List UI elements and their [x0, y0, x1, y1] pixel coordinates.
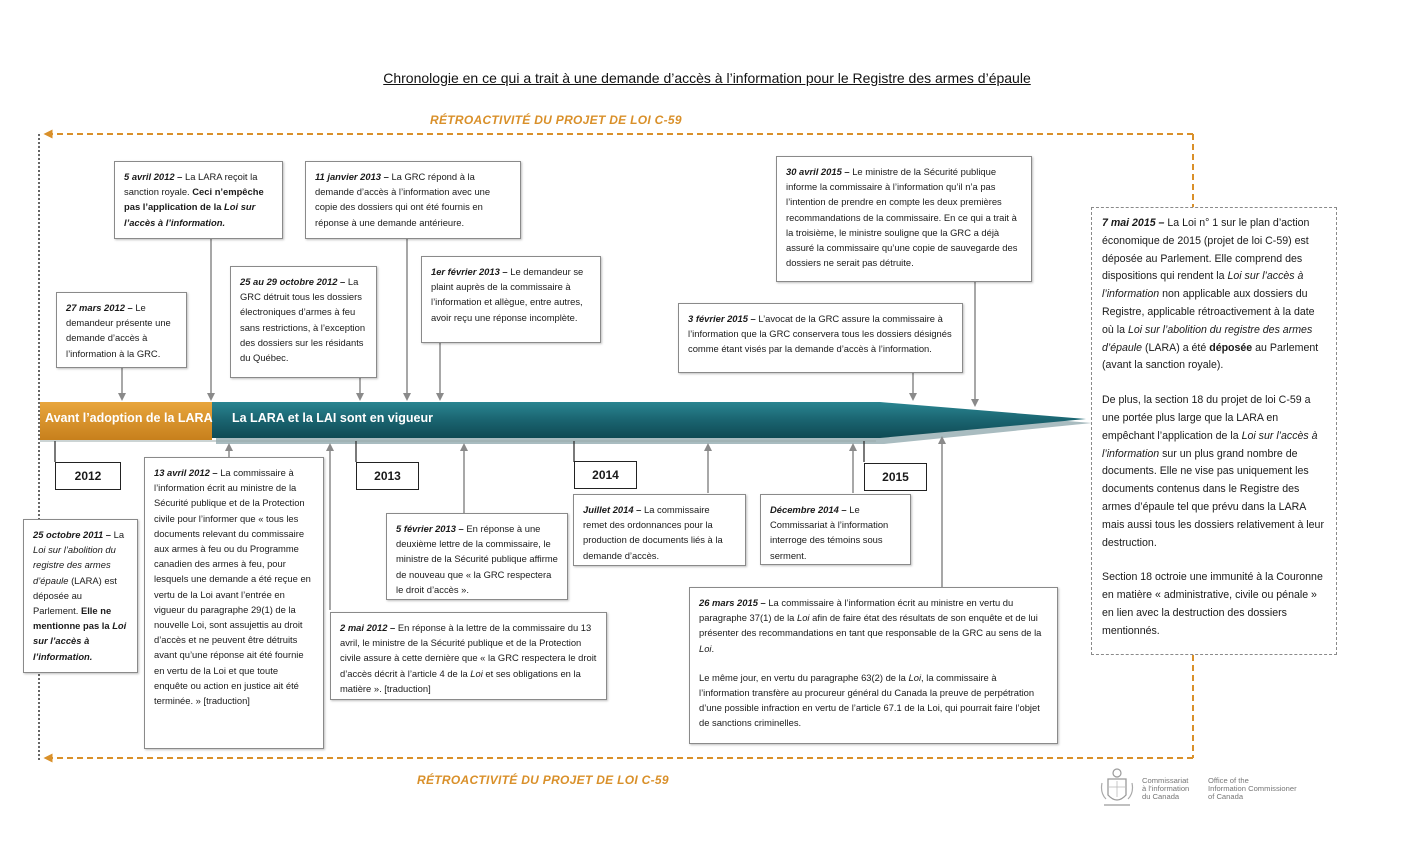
page-title: Chronologie en ce qui a trait à une demande d’accès à l’information pour le Registre des armes d’épaule	[383, 70, 1031, 86]
event-mar2015: 26 mars 2015 – La commissaire à l’information écrit au ministre en vertu du paragraphe 37(1) de la Loi afin de faire état des résultats de son enquête et de lui présenter des recommandations en tant que responsable de la GRC au sens de la Loi. Le même jour, en vertu du paragraphe 63(2) de la Loi, la commissaire à l’information transfère au procureur général du Canada la preuve de perpétration d’une possible infraction en vertu de l’article 67.1 de la Loi, qui pourrait faire l’objet de sanctions criminelles.	[689, 587, 1058, 744]
event-oct2011: 25 octobre 2011 – La Loi sur l’abolition du registre des armes d’épaule (LARA) est déposée au Parlement. Elle ne mentionne pas la Loi sur l’accès à l’information.	[23, 519, 138, 673]
event-feb1-2013: 1er février 2013 – Le demandeur se plaint auprès de la commissaire à l’information et allègue, entre autres, avoir reçu une réponse incomplète.	[421, 256, 601, 343]
event-apr2015: 30 avril 2015 – Le ministre de la Sécurité publique informe la commissaire à l’information qu’il n’a pas l’intention de prendre en compte les deux premières recommandations de la commissaire. En ce qui a trait à la troisième, le ministre souligne que la GRC a déjà assuré la commissaire qu’une copie de sauvegarde des dossiers ne serait pas détruite.	[776, 156, 1032, 282]
event-feb5-2013: 5 février 2013 – En réponse à une deuxième lettre de la commissaire, le ministre de la Sécurité publique affirme de nouveau que « la GRC respectera le droit d’accès ».	[386, 513, 568, 600]
event-oct2012: 25 au 29 octobre 2012 – La GRC détruit tous les dossiers électroniques d’armes à feu sans restrictions, à l’exception des dossiers sur les résidants du Québec.	[230, 266, 377, 378]
coat-of-arms-icon	[1100, 765, 1134, 809]
commissioner-logo	[1100, 765, 1330, 815]
event-jan2013: 11 janvier 2013 – La GRC répond à la demande d’accès à l’information avec une copie des dossiers qui ont été fournis en réponse à une demande antérieure.	[305, 161, 521, 239]
retroactivity-label-bottom: RÉTROACTIVITÉ DU PROJET DE LOI C-59	[417, 773, 669, 787]
event-feb2015: 3 février 2015 – L’avocat de la GRC assure la commissaire à l’information que la GRC conservera tous les dossiers désignés comme étant visés par la demande d’accès à l’information.	[678, 303, 963, 373]
event-apr2012: 5 avril 2012 – La LARA reçoit la sanction royale. Ceci n’empêche pas l’application de la Loi sur l’accès à l’information.	[114, 161, 283, 239]
logo-text-fr: Commissariat à l’information du Canada	[1142, 776, 1190, 801]
event-mar2012: 27 mars 2012 – Le demandeur présente une demande d’accès à l’information à la GRC.	[56, 292, 187, 368]
event-dec2014: Décembre 2014 – Le Commissariat à l’information interroge des témoins sous serment.	[760, 494, 911, 565]
logo-text-en: Office of the Information Commissioner of Canada	[1208, 776, 1297, 801]
year-2015: 2015	[864, 463, 927, 491]
retroactivity-label-top: RÉTROACTIVITÉ DU PROJET DE LOI C-59	[430, 113, 682, 127]
event-may2012: 2 mai 2012 – En réponse à la lettre de la commissaire du 13 avril, le ministre de la Sécurité publique et de la Protection civile assure à cette dernière que « la GRC respectera le droit d’accès décrit à l’article 4 de la Loi et ses obligations en la matière ». [traduction]	[330, 612, 607, 700]
band-label-before: Avant l’adoption de la LARA	[45, 411, 213, 425]
year-2012: 2012	[55, 462, 121, 490]
band-label-after: La LARA et la LAI sont en vigueur	[232, 411, 433, 425]
year-2013: 2013	[356, 462, 419, 490]
event-may2015: 7 mai 2015 – La Loi n° 1 sur le plan d’action économique de 2015 (projet de loi C-59) est déposée au Parlement. Elle comprend des dispositions qui rendent la Loi sur l’accès à l’information non applicable aux dossiers du Registre, applicable rétroactivement à la date où la Loi sur l’abolition du registre des armes d’épaule (LARA) a été déposée au Parlement (avant la sanction royale). De plus, la section 18 du projet de loi C-59 a une portée plus large que la LARA en empêchant l’application de la Loi sur l’accès à l’information sur un plus grand nombre de documents. Elle ne vise pas uniquement les documents contenus dans le Registre des armes d’épaule tel que prévu dans la LARA mais aussi tous les dossiers relativement à leur destruction. Section 18 octroie une immunité à la Couronne en matière « administrative, civile ou pénale » en lien avec la destruction des dossiers mentionnés.	[1091, 207, 1337, 655]
event-jul2014: Juillet 2014 – La commissaire remet des ordonnances pour la production de documents liés à la demande d’accès.	[573, 494, 746, 566]
year-2014: 2014	[574, 461, 637, 489]
event-apr13-2012: 13 avril 2012 – La commissaire à l’information écrit au ministre de la Sécurité publique et de la Protection civile pour l’informer que « tous les documents relevant du commissaire aux armes à feu ou du Programme canadien des armes à feu, pour lesquels une demande a été reçue en vertu de la Loi avant l’entrée en vigueur du paragraphe 29(1) de la nouvelle Loi, sont assujettis au droit d’accès et ne peuvent être détruits avant qu’une réponse ait été fournie en vertu de la Loi et que toute enquête ou action en justice ait été terminée. » [traduction]	[144, 457, 324, 749]
